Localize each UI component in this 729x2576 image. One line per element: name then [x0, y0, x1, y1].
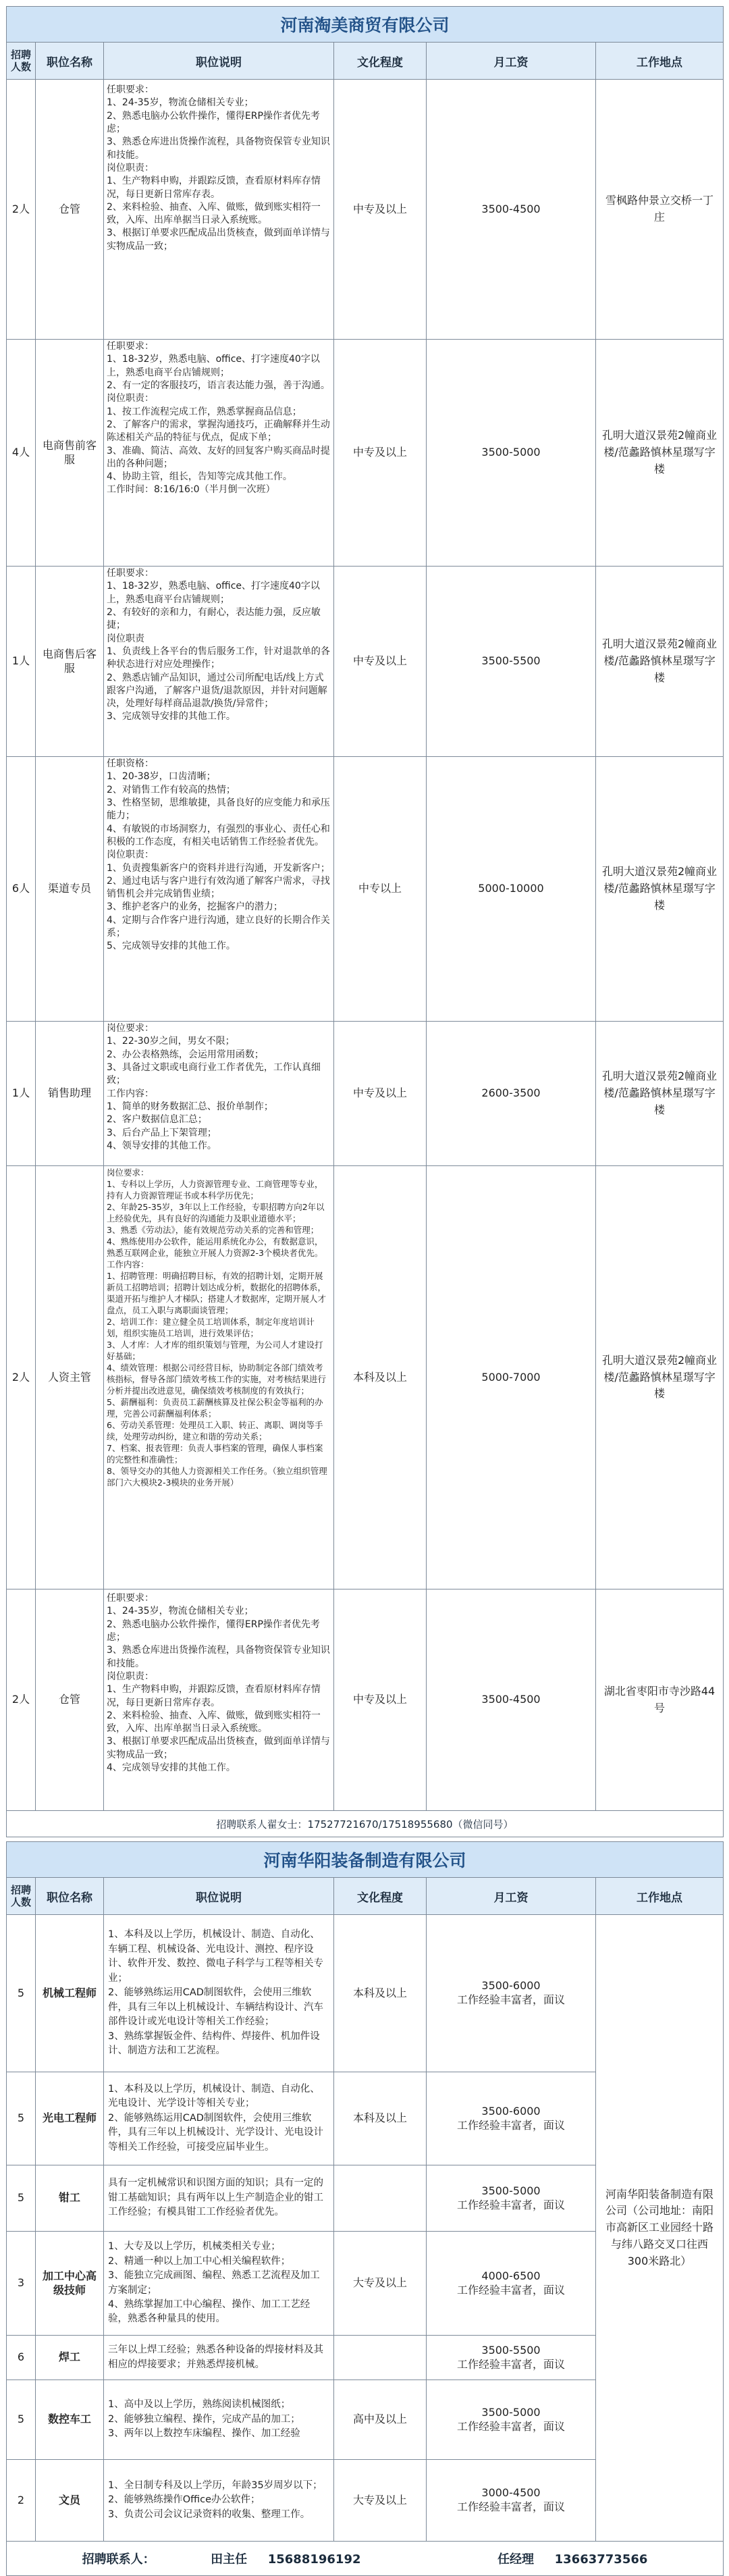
row-description: 任职要求： 1、18-32岁，熟悉电脑、office、打字速度40字以上，熟悉电商平台店铺规则； 2、有一定的客服技巧，语言表达能力强，善于沟通。 岗位职责： 1、按工作流程完成工作，熟悉掌握商品信息； 2、了解客户的需求，掌握沟通技巧，正确解释并生动陈述相关产品的特征与优点，促成下单； 3、准确、简洁、高效、友好的回复客户购买商品时提出的各种问题； 4、协助主管，组长，告知等完成其他工作。 工作时间：8:16/16:0（半月倒一次班） [104, 340, 334, 567]
row-education: 本科及以上 [334, 2072, 427, 2165]
table-row [7, 80, 724, 340]
row-education: 中专及以上 [334, 80, 427, 340]
header-position: 职位名称 [36, 43, 104, 80]
row-education: 中专及以上 [334, 567, 427, 757]
company1-title: 河南淘美商贸有限公司 [7, 7, 724, 43]
row-position: 焊工 [36, 2336, 104, 2380]
row-position: 数控车工 [36, 2380, 104, 2460]
row-position: 电商售前客服 [36, 340, 104, 567]
header-count: 招聘 人数 [7, 1878, 36, 1915]
row-location: 孔明大道汉景苑2幢商业楼/范蠡路慎林星璟写字楼 [596, 567, 724, 757]
row-location: 雪枫路仲景立交桥一丁庄 [596, 80, 724, 340]
row-position: 仓管 [36, 1589, 104, 1811]
recruitment-page [6, 0, 723, 2576]
row-description: 具有一定机械常识和识图方面的知识；具有一定的钳工基础知识；具有两年以上生产制造企业的钳工工作经验；有模具钳工工作经验者优先。 [104, 2165, 334, 2232]
row-education: 大专及以上 [334, 2460, 427, 2542]
row-description: 1、全日制专科及以上学历，年龄35岁周岁以下； 2、能够熟练操作Office办公软件； 3、负责公司会议记录资料的收集、整理工作。 [104, 2460, 334, 2542]
row-location: 孔明大道汉景苑2幢商业楼/范蠡路慎林星璟写字楼 [596, 340, 724, 567]
row-count: 5 [7, 2072, 36, 2165]
row-salary: 3500-5000 工作经验丰富者，面议 [427, 2380, 596, 2460]
row-location: 孔明大道汉景苑2幢商业楼/范蠡路慎林星璟写字楼 [596, 757, 724, 1022]
header-position: 职位名称 [36, 1878, 104, 1915]
row-position: 仓管 [36, 80, 104, 340]
row-education: 中专以上 [334, 757, 427, 1022]
row-position: 光电工程师 [36, 2072, 104, 2165]
row-location: 孔明大道汉景苑2幢商业楼/范蠡路慎林星璟写字楼 [596, 1166, 724, 1589]
row-description: 任职要求： 1、18-32岁，熟悉电脑、office、打字速度40字以上，熟悉电商平台店铺规则； 2、有较好的亲和力，有耐心，表达能力强，反应敏捷； 岗位职责 1、负责线上各平台的售后服务工作，针对退款单的各种状态进行对应处理操作； 2、熟悉店铺产品知识，通过公司所配电话/线上方式跟客户沟通，了解客户退货/退款原因，并针对问题解决，处理好每样商品退款/换货/异常件； 3、完成领导安排的其他工作。 [104, 567, 334, 757]
table-row [7, 1589, 724, 1811]
row-salary: 3500-5000 [427, 340, 596, 567]
header-education: 文化程度 [334, 1878, 427, 1915]
row-education [334, 2165, 427, 2232]
row-description: 岗位要求： 1、专科以上学历，人力资源管理专业、工商管理等专业，持有人力资源管理证书或本科学历优先； 2、年龄25-35岁，3年以上工作经验，专职招聘方向2年以上经验优先，具有良好的沟通能力及职业道德水平； 3、熟悉《劳动法》，能有效规范劳动关系的完善和管理； 4、熟练使用办公软件，能运用系统化办公，有数据意识，熟悉互联网企业，能独立开展人力资源2-3个模块者优先。 工作内容： 1、招聘管理：明确招聘目标，有效的招聘计划，定期开展新员工招聘培训；招聘计划达成分析，数据化的招聘体系，渠道开拓与维护人才梯队；搭建人才数据库，定期开展人才盘点，员工入职与离职面谈管理； 2、培训工作：建立健全员工培训体系，制定年度培训计划，组织实施员工培训，进行效果评估； 3、人才库：人才库的组织策划与管理，为公司人才建设打好基础； 4、绩效管理：根据公司经营目标，协助制定各部门绩效考核指标，督导各部门绩效考核工作的实施，对考核结果进行分析并提出改进意见，确保绩效考核制度的有效执行； 5、薪酬福利：负责员工薪酬核算及社保公积金等福利的办理，完善公司薪酬福利体系； 6、劳动关系管理：处理员工入职、转正、离职、调岗等手续，处理劳动纠纷，建立和谐的劳动关系； 7、档案、报表管理：负责人事档案的管理，确保人事档案的完整性和准确性； 8、领导交办的其他人力资源相关工作任务。（独立组织管理部门六大模块2-3模块的业务开展） [104, 1166, 334, 1589]
table-row [7, 757, 724, 1022]
row-count: 6 [7, 2336, 36, 2380]
row-count: 2 [7, 2460, 36, 2542]
company2-table [6, 1841, 724, 2576]
company1-header-row [7, 43, 724, 80]
row-description: 1、本科及以上学历，机械设计、制造、自动化、车辆工程、机械设备、光电设计、测控、程序设计、软件开发、数控、微电子科学与工程等相关专业； 2、能够熟练运用CAD制图软件，会使用三维软件，具有三年以上机械设计、车辆结构设计、汽车部件设计或光电设计等相关工作经验； 3、熟练掌握钣金件、结构件、焊接件、机加件设计、制造方法和工艺流程。 [104, 1915, 334, 2072]
row-count: 5 [7, 1915, 36, 2072]
row-description: 1、本科及以上学历，机械设计、制造、自动化、光电设计、光学设计等相关专业； 2、能够熟练运用CAD制图软件，会使用三维软件，具有三年以上机械设计、光学设计、光电设计等相关工作经验，可接受应届毕业生。 [104, 2072, 334, 2165]
row-salary: 3500-4500 [427, 1589, 596, 1811]
row-education [334, 2336, 427, 2380]
header-salary: 月工资 [427, 1878, 596, 1915]
row-description: 任职要求： 1、24-35岁，物流仓储相关专业； 2、熟悉电脑办公软件操作，懂得ERP操作者优先考虑； 3、熟悉仓库进出货操作流程，具备物资保管专业知识和技能。 岗位职责： 1、生产物料申购，并跟踪反馈，查看原材料库存情况，每日更新日常库存表。 2、来料检验、抽查、入库、做账，做到账实相符一致，入库、出库单据当日录入系统账。 3、根据订单要求匹配成品出货核查，做到面单详情与实物成品一致； [104, 80, 334, 340]
row-salary: 3000-4500 工作经验丰富者，面议 [427, 2460, 596, 2542]
row-count: 4人 [7, 340, 36, 567]
company2-location: 河南华阳装备制造有限公司（公司地址：南阳市高新区工业园经十路与纬八路交叉口往西300米路北） [596, 1915, 724, 2542]
row-salary: 3500-5500 [427, 567, 596, 757]
row-description: 岗位要求： 1、22-30岁之间，男女不限； 2、办公表格熟练，会运用常用函数； 3、具备过文职或电商行业工作者优先，工作认真细致； 工作内容： 1、简单的财务数据汇总、报价单制作； 2、客户数据信息汇总； 3、后台产品上下架管理； 4、领导安排的其他工作。 [104, 1022, 334, 1166]
row-position: 电商售后客服 [36, 567, 104, 757]
row-count: 2人 [7, 1166, 36, 1589]
header-salary: 月工资 [427, 43, 596, 80]
row-position: 人资主管 [36, 1166, 104, 1589]
row-count: 5 [7, 2380, 36, 2460]
row-education: 高中及以上 [334, 2380, 427, 2460]
header-location: 工作地点 [596, 43, 724, 80]
row-count: 2人 [7, 80, 36, 340]
row-salary: 3500-5000 工作经验丰富者，面议 [427, 2165, 596, 2232]
table-row [7, 340, 724, 567]
row-count: 3 [7, 2232, 36, 2336]
row-salary: 3500-6000 工作经验丰富者，面议 [427, 1915, 596, 2072]
row-salary: 2600-3500 [427, 1022, 596, 1166]
company1-contact: 招聘联系人翟女士：17527721670/17518955680（微信同号） [7, 1811, 724, 1837]
row-position: 钳工 [36, 2165, 104, 2232]
header-description: 职位说明 [104, 43, 334, 80]
row-position: 渠道专员 [36, 757, 104, 1022]
row-education: 中专及以上 [334, 340, 427, 567]
row-salary: 3500-5500 工作经验丰富者，面议 [427, 2336, 596, 2380]
company1-table [6, 6, 724, 1837]
row-salary: 3500-4500 [427, 80, 596, 340]
row-description: 1、高中及以上学历，熟练阅读机械图纸； 2、能够独立编程、操作，完成产品的加工； 3、两年以上数控车床编程、操作、加工经验 [104, 2380, 334, 2460]
row-education: 本科及以上 [334, 1166, 427, 1589]
row-description: 任职要求： 1、24-35岁，物流仓储相关专业； 2、熟悉电脑办公软件操作，懂得ERP操作者优先考虑； 3、熟悉仓库进出货操作流程，具备物资保管专业知识和技能。 岗位职责： 1、生产物料申购，并跟踪反馈，查看原材料库存情况，每日更新日常库存表。 2、来料检验、抽查、入库、做账，做到账实相符一致，入库、出库单据当日录入系统账。 3、根据订单要求匹配成品出货核查，做到面单详情与实物成品一致； 4、完成领导安排的其他工作。 [104, 1589, 334, 1811]
row-education: 中专及以上 [334, 1589, 427, 1811]
row-count: 1人 [7, 567, 36, 757]
row-salary: 5000-7000 [427, 1166, 596, 1589]
row-position: 机械工程师 [36, 1915, 104, 2072]
row-education: 中专及以上 [334, 1022, 427, 1166]
contact-phone-2: 13663773566 [554, 2552, 648, 2567]
row-location: 孔明大道汉景苑2幢商业楼/范蠡路慎林星璟写字楼 [596, 1022, 724, 1166]
contact-phone-1: 15688196192 [267, 2552, 361, 2567]
row-count: 5 [7, 2165, 36, 2232]
row-description: 三年以上焊工经验；熟悉各种设备的焊接材料及其相应的焊接要求；并熟悉焊接机械。 [104, 2336, 334, 2380]
contact-person-2: 任经理 [497, 2552, 535, 2567]
row-position: 销售助理 [36, 1022, 104, 1166]
contact-person-1: 田主任 [211, 2552, 248, 2567]
row-education: 本科及以上 [334, 1915, 427, 2072]
table-row [7, 1915, 724, 2072]
row-count: 6人 [7, 757, 36, 1022]
header-count: 招聘 人数 [7, 43, 36, 80]
row-salary: 3500-6000 工作经验丰富者，面议 [427, 2072, 596, 2165]
table-row [7, 1022, 724, 1166]
row-count: 1人 [7, 1022, 36, 1166]
row-salary: 4000-6500 工作经验丰富者，面议 [427, 2232, 596, 2336]
company2-contact [7, 2542, 724, 2576]
row-education: 大专及以上 [334, 2232, 427, 2336]
row-location: 湖北省枣阳市寺沙路44号 [596, 1589, 724, 1811]
header-location: 工作地点 [596, 1878, 724, 1915]
table-row [7, 567, 724, 757]
contact-label: 招聘联系人： [82, 2552, 155, 2567]
company2-header-row [7, 1878, 724, 1915]
row-description: 1、大专及以上学历，机械类相关专业； 2、精通一种以上加工中心相关编程软件； 3、能独立完成画图、编程、熟悉工艺流程及加工方案制定； 4、熟练掌握加工中心编程、操作、加工工艺经验，熟悉各种量具的使用。 [104, 2232, 334, 2336]
row-description: 任职资格： 1、20-38岁，口齿清晰； 2、对销售工作有较高的热情； 3、性格坚韧，思维敏捷，具备良好的应变能力和承压能力； 4、有敏锐的市场洞察力，有强烈的事业心、责任心和积极的工作态度，有相关电话销售工作经验者优先。 岗位职责： 1、负责搜集新客户的资料并进行沟通，开发新客户； 2、通过电话与客户进行有效沟通了解客户需求，寻找销售机会并完成销售业绩； 3、维护老客户的业务，挖掘客户的潜力； 4、定期与合作客户进行沟通，建立良好的长期合作关系； 5、完成领导安排的其他工作。 [104, 757, 334, 1022]
company2-title: 河南华阳装备制造有限公司 [7, 1842, 724, 1878]
row-count: 2人 [7, 1589, 36, 1811]
header-description: 职位说明 [104, 1878, 334, 1915]
row-position: 文员 [36, 2460, 104, 2542]
row-position: 加工中心高级技师 [36, 2232, 104, 2336]
header-education: 文化程度 [334, 43, 427, 80]
row-salary: 5000-10000 [427, 757, 596, 1022]
table-row [7, 1166, 724, 1589]
